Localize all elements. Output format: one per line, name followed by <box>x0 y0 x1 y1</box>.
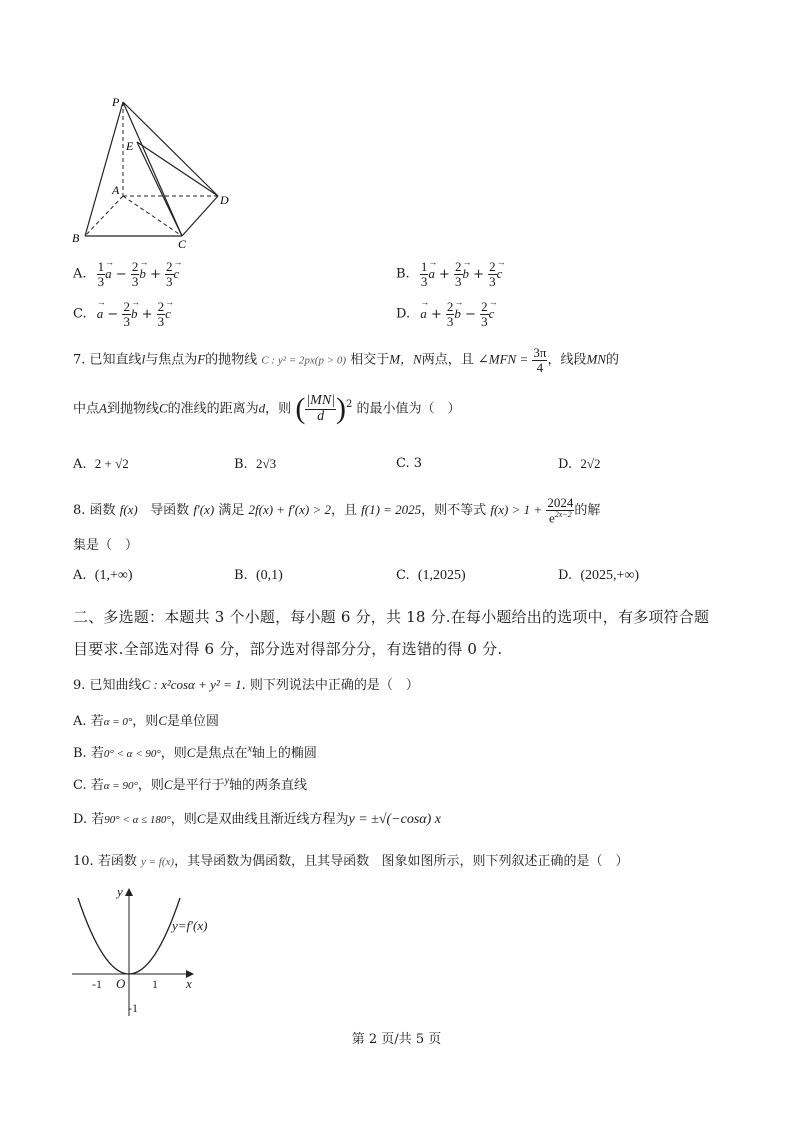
label-A: A <box>112 183 120 197</box>
label-B: B <box>72 231 80 245</box>
curve-label: y=f′(x) <box>172 918 208 933</box>
q7-option-b[interactable]: B. 2√3 <box>234 456 277 472</box>
label-P: P <box>112 95 120 109</box>
label-E: E <box>126 139 134 153</box>
axis-label-y: y <box>117 884 123 899</box>
tick-label-neg1-y: -1 <box>128 1001 138 1015</box>
tick-label-neg1-x: -1 <box>92 977 102 991</box>
q6-option-b[interactable]: B. $\frac{1}{3}$ → a + $\frac{2}{3}$ → b + $\frac{2}{3}$ → c <box>396 260 502 288</box>
q7-option-d[interactable]: D. 2√2 <box>558 456 601 472</box>
section-heading-line2: 目要求.全部选对得 6 分，部分选对得部分分，有选错的得 0 分. <box>73 640 503 658</box>
q8-option-d[interactable]: D. (2025,+∞) <box>558 568 640 583</box>
q8-option-c[interactable]: C. (1,2025) <box>396 568 466 583</box>
q9-option-c[interactable]: C. 若α = 90°，则C是平行于$^y$轴的两条直线 <box>73 775 308 793</box>
label-D: D <box>220 193 229 207</box>
page-footer: 第 2 页/共 5 页 <box>351 1032 442 1047</box>
q8-stem-line1: 8. 函数 f(x) 导函数 f′(x) 满足 2f(x) + f′(x) > 2，且 f(1) = 2025，则不等式 f(x) > 1 + $\frac{2024}{e^{2x-2}}$ 的解 <box>73 495 601 525</box>
q6-option-d[interactable]: D. → a + $\frac{2}{3}$ → b − $\frac{2}{3}$ → c <box>396 300 494 328</box>
q10-stem: 10. 若函数 y = f(x)，其导函数为偶函数，且其导函数 图象如图所示，则下列叙述正确的是（ ） <box>73 854 629 869</box>
q9-option-d[interactable]: D. 若90° < α ≤ 180°，则C是双曲线且渐近线方程为y = ±√(−cosα) x <box>73 811 442 827</box>
q8-option-a[interactable]: A. (1,+∞) <box>73 568 133 583</box>
q8-option-b[interactable]: B. (0,1) <box>234 568 283 583</box>
q7-option-a[interactable]: A. 2 + √2 <box>73 456 129 472</box>
label-C: C <box>178 237 187 251</box>
q7-stem-line2: 中点A到抛物线C的准线的距离为d，则 ( $\frac{|MN|}{d}$ )$^2$ 的最小值为（ ） <box>73 392 461 425</box>
q7-stem-line1: 7. 已知直线l与焦点为F的抛物线 C : y² = 2px(p > 0) 相交于M，N两点，且 ∠MFN = $\frac{3\pi}{4}$ ，线段MN的 <box>73 345 619 375</box>
q6-option-a[interactable]: A. $\frac{1}{3}$ → a − $\frac{2}{3}$ → b + $\frac{2}{3}$ → c <box>73 260 179 288</box>
q9-option-b[interactable]: B. 若0° < α < 90°，则C是焦点在$^x$轴上的椭圆 <box>73 743 317 761</box>
axis-label-x: x <box>186 976 192 991</box>
tick-label-1-x: 1 <box>152 977 158 991</box>
origin-label: O <box>116 976 126 991</box>
q8-stem-line2: 集是（ ） <box>73 538 139 553</box>
q9-option-a[interactable]: A. 若α = 0°，则C是单位圆 <box>73 713 219 729</box>
pyramid-figure <box>60 92 250 252</box>
q7-option-c[interactable]: C. 3 <box>396 456 423 471</box>
section-heading-line1: 二、多选题：本题共 3 个小题，每小题 6 分，共 18 分.在每小题给出的选项中，有多项符合题 <box>73 608 710 626</box>
q9-stem: 9. 已知曲线C : x²cosα + y² = 1. 则下列说法中正确的是（ ） <box>73 677 419 693</box>
derivative-graph <box>64 880 214 1020</box>
q6-option-c[interactable]: C. → a − $\frac{2}{3}$ → b + $\frac{2}{3}$ → c <box>73 300 171 328</box>
